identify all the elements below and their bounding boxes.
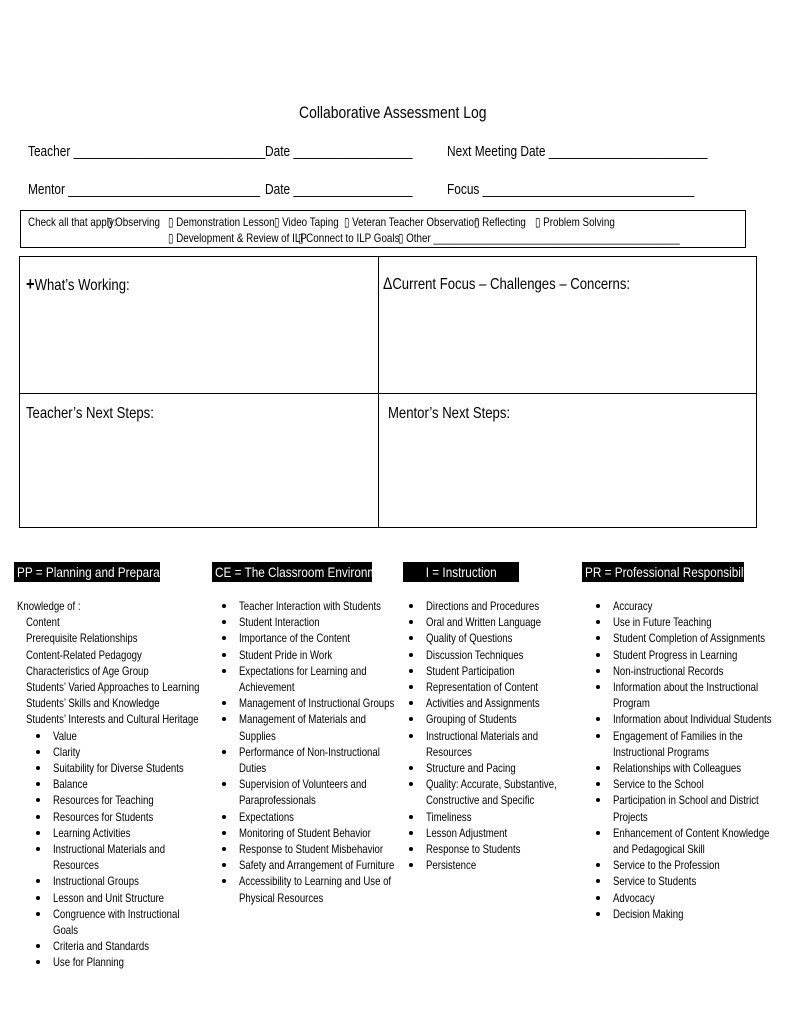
pr-item: Use in Future Teaching	[594, 614, 764, 630]
bullet-icon	[222, 863, 226, 867]
bullet-icon	[596, 669, 600, 673]
pr-item: Relationships with Colleagues	[594, 760, 764, 776]
bullet-icon	[596, 620, 600, 624]
whats-working-text: What’s Working:	[34, 277, 130, 294]
bullet-icon	[36, 766, 40, 770]
checkbox-veteran-teacher-observation[interactable]: ▯ Veteran Teacher Observation	[344, 215, 480, 229]
i-item: Oral and Written Language	[407, 614, 577, 630]
pp-item: Goals	[53, 923, 79, 938]
bullet-icon	[222, 750, 226, 754]
i-item: Structure and Pacing	[407, 760, 577, 776]
delta-icon: Δ	[383, 274, 393, 293]
bullet-icon	[409, 831, 413, 835]
pr-item: Program	[613, 696, 650, 711]
pp-knowledge-item: Prerequisite Relationships	[26, 631, 138, 646]
checkbox-connect-ilp-goals[interactable]: ▯ Connect to ILP Goals	[298, 231, 400, 245]
bullet-icon	[409, 847, 413, 851]
pr-item: Service to Students	[594, 873, 764, 889]
i-item: Constructive and Specific	[426, 793, 535, 808]
bullet-icon	[596, 863, 600, 867]
bullet-icon	[222, 604, 226, 608]
bullet-icon	[409, 766, 413, 770]
pp-item: Learning Activities	[17, 825, 207, 841]
date-field-2[interactable]: Date __________________	[265, 182, 413, 198]
bullet-icon	[409, 604, 413, 608]
bullet-icon	[596, 717, 600, 721]
bullet-icon	[222, 669, 226, 673]
pr-item: Information about Individual Students	[594, 711, 764, 727]
bullet-icon	[222, 717, 226, 721]
bullet-icon	[36, 944, 40, 948]
check-all-label: Check all that apply:	[28, 215, 117, 229]
bullet-icon	[596, 636, 600, 640]
pp-item: Resources for Students	[17, 809, 207, 825]
ce-list	[220, 598, 400, 906]
bullet-icon	[222, 782, 226, 786]
pr-item: Service to the Profession	[594, 857, 764, 873]
pp-list	[17, 598, 207, 971]
ce-item: Paraprofessionals	[239, 793, 316, 808]
pp-knowledge-item: Content-Related Pedagogy	[26, 647, 142, 662]
mentor-next-steps-label: Mentor’s Next Steps:	[388, 405, 511, 422]
pp-item: Resources	[53, 858, 99, 873]
ce-header: CE = The Classroom Environment	[212, 562, 372, 582]
pr-item: Non-instructional Records	[594, 663, 764, 679]
current-focus-text: Current Focus – Challenges – Concerns:	[392, 276, 631, 293]
ce-item: Expectations	[220, 809, 400, 825]
pp-header: PP = Planning and Preparation	[14, 562, 160, 582]
ce-item: Teacher Interaction with Students	[220, 598, 400, 614]
pp-item: Value	[17, 728, 207, 744]
bullet-icon	[222, 879, 226, 883]
ce-item: Accessibility to Learning and Use of	[220, 873, 400, 889]
bullet-icon	[409, 701, 413, 705]
bullet-icon	[36, 734, 40, 738]
bullet-icon	[596, 879, 600, 883]
bullet-icon	[36, 782, 40, 786]
pp-knowledge-item: Students’ Interests and Cultural Heritage	[26, 712, 199, 727]
i-item: Representation of Content	[407, 679, 577, 695]
i-item: Response to Students	[407, 841, 577, 857]
bullet-icon	[596, 604, 600, 608]
bullet-icon	[222, 636, 226, 640]
checkbox-video-taping[interactable]: ▯ Video Taping	[274, 215, 339, 229]
bullet-icon	[36, 815, 40, 819]
i-item: Student Participation	[407, 663, 577, 679]
ce-item: Response to Student Misbehavior	[220, 841, 400, 857]
bullet-icon	[36, 750, 40, 754]
current-focus-label	[383, 274, 630, 294]
grid-divider-horizontal	[20, 393, 756, 394]
ce-item: Duties	[239, 761, 267, 776]
i-item: Persistence	[407, 857, 577, 873]
ce-item: Supervision of Volunteers and	[220, 776, 400, 792]
date-field-1[interactable]: Date __________________	[265, 144, 413, 160]
pr-item: Service to the School	[594, 776, 764, 792]
pr-item: and Pedagogical Skill	[613, 842, 705, 857]
bullet-icon	[596, 896, 600, 900]
bullet-icon	[409, 782, 413, 786]
i-item: Timeliness	[407, 809, 577, 825]
checkbox-demonstration-lesson[interactable]: ▯ Demonstration Lesson	[168, 215, 275, 229]
bullet-icon	[409, 685, 413, 689]
bullet-icon	[36, 879, 40, 883]
bullet-icon	[222, 701, 226, 705]
teacher-field[interactable]: Teacher _____________________________	[28, 144, 266, 160]
pr-item: Student Progress in Learning	[594, 647, 764, 663]
i-item: Grouping of Students	[407, 711, 577, 727]
pp-item: Balance	[17, 776, 207, 792]
pp-item: Resources for Teaching	[17, 792, 207, 808]
pr-item: Accuracy	[594, 598, 764, 614]
i-item: Quality of Questions	[407, 630, 577, 646]
ce-item: Management of Materials and	[220, 711, 400, 727]
bullet-icon	[409, 717, 413, 721]
i-header: I = Instruction	[403, 562, 519, 582]
notes-grid	[19, 256, 757, 528]
pr-item: Engagement of Families in the	[594, 728, 764, 744]
whats-working-label	[26, 274, 130, 295]
pp-intro: Knowledge of :	[17, 599, 81, 613]
pp-item: Instructional Materials and	[17, 841, 207, 857]
bullet-icon	[409, 636, 413, 640]
bullet-icon	[409, 669, 413, 673]
pr-item: Participation in School and District	[594, 792, 764, 808]
bullet-icon	[36, 912, 40, 916]
bullet-icon	[596, 653, 600, 657]
i-item: Discussion Techniques	[407, 647, 577, 663]
bullet-icon	[36, 896, 40, 900]
page-title: Collaborative Assessment Log	[299, 103, 487, 122]
bullet-icon	[222, 831, 226, 835]
ce-item: Importance of the Content	[220, 630, 400, 646]
teacher-next-steps-label: Teacher’s Next Steps:	[26, 405, 154, 422]
plus-icon: +	[26, 274, 35, 294]
i-item: Resources	[426, 744, 472, 759]
ce-item: Student Pride in Work	[220, 647, 400, 663]
pr-item: Enhancement of Content Knowledge	[594, 825, 764, 841]
pp-knowledge-item: Content	[26, 615, 60, 630]
bullet-icon	[409, 734, 413, 738]
ce-item: Achievement	[239, 680, 295, 695]
pp-knowledge-item: Students’ Varied Approaches to Learning	[26, 680, 200, 695]
pp-knowledge-item: Students’ Skills and Knowledge	[26, 696, 160, 711]
ce-item: Physical Resources	[239, 890, 324, 905]
pp-item: Clarity	[17, 744, 207, 760]
pp-item: Lesson and Unit Structure	[17, 890, 207, 906]
i-item: Activities and Assignments	[407, 695, 577, 711]
bullet-icon	[36, 960, 40, 964]
ce-item: Monitoring of Student Behavior	[220, 825, 400, 841]
bullet-icon	[409, 653, 413, 657]
next-meeting-date-field[interactable]: Next Meeting Date ________________________	[447, 144, 708, 160]
checkbox-development-review-ilp[interactable]: ▯ Development & Review of ILP	[168, 231, 307, 245]
i-item: Quality: Accurate, Substantive,	[407, 776, 577, 792]
bullet-icon	[596, 831, 600, 835]
pr-item: Projects	[613, 809, 648, 824]
pr-item: Decision Making	[594, 906, 764, 922]
ce-item: Expectations for Learning and	[220, 663, 400, 679]
i-item: Lesson Adjustment	[407, 825, 577, 841]
checkbox-other[interactable]: ▯ Other _____________________________________________	[398, 231, 680, 245]
pp-knowledge-item: Characteristics of Age Group	[26, 663, 149, 678]
bullet-icon	[596, 912, 600, 916]
checkbox-observing[interactable]: ▯ Observing	[107, 215, 161, 229]
i-item: Instructional Materials and	[407, 728, 577, 744]
pp-item: Suitability for Diverse Students	[17, 760, 207, 776]
focus-field[interactable]: Focus ________________________________	[447, 182, 695, 198]
ce-item: Student Interaction	[220, 614, 400, 630]
pr-item: Instructional Programs	[613, 744, 710, 759]
ce-item: Supplies	[239, 728, 276, 743]
pp-item: Instructional Groups	[17, 873, 207, 889]
i-item: Directions and Procedures	[407, 598, 577, 614]
bullet-icon	[596, 782, 600, 786]
i-list	[407, 598, 577, 873]
checkbox-reflecting[interactable]: ▯ Reflecting	[474, 215, 526, 229]
bullet-icon	[596, 766, 600, 770]
pp-item: Congruence with Instructional	[17, 906, 207, 922]
bullet-icon	[409, 815, 413, 819]
pr-item: Advocacy	[594, 890, 764, 906]
bullet-icon	[222, 620, 226, 624]
pr-item: Information about the Instructional	[594, 679, 764, 695]
bullet-icon	[36, 798, 40, 802]
pp-item: Criteria and Standards	[17, 938, 207, 954]
bullet-icon	[409, 863, 413, 867]
bullet-icon	[409, 620, 413, 624]
bullet-icon	[36, 847, 40, 851]
bullet-icon	[596, 685, 600, 689]
ce-item: Performance of Non-Instructional	[220, 744, 400, 760]
pr-item: Student Completion of Assignments	[594, 630, 764, 646]
ce-item: Safety and Arrangement of Furniture	[220, 857, 400, 873]
mentor-field[interactable]: Mentor _____________________________	[28, 182, 261, 198]
grid-divider-vertical	[378, 257, 379, 527]
checkbox-problem-solving[interactable]: ▯ Problem Solving	[535, 215, 615, 229]
ce-item: Management of Instructional Groups	[220, 695, 400, 711]
bullet-icon	[222, 653, 226, 657]
bullet-icon	[222, 815, 226, 819]
bullet-icon	[596, 734, 600, 738]
bullet-icon	[596, 798, 600, 802]
pp-item: Use for Planning	[17, 954, 207, 970]
bullet-icon	[36, 831, 40, 835]
pr-list	[594, 598, 772, 922]
bullet-icon	[222, 847, 226, 851]
pr-header: PR = Professional Responsibilities	[582, 562, 744, 582]
